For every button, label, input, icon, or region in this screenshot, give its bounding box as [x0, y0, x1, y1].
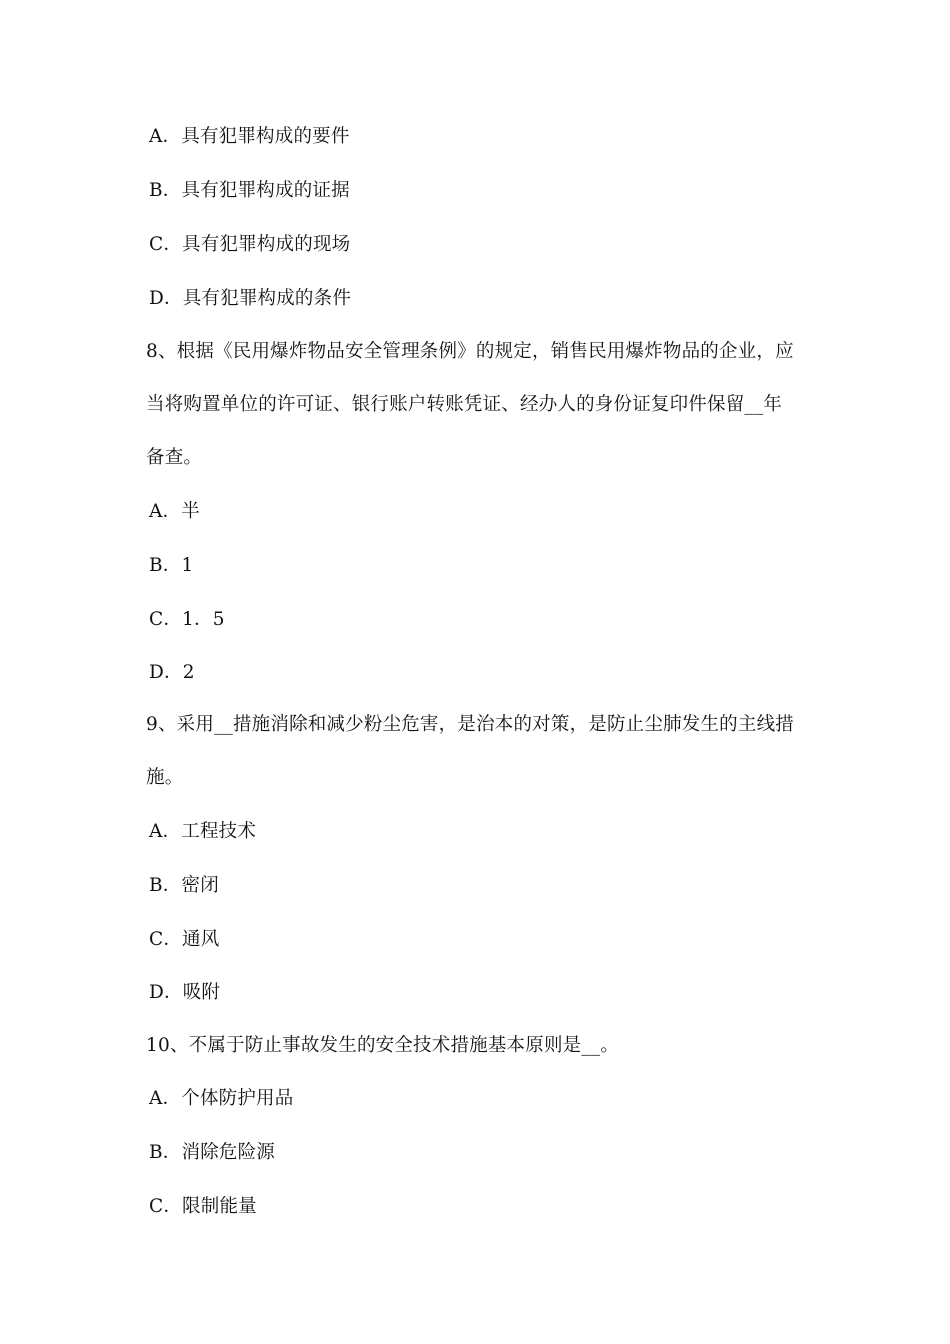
q9-stem-line-2: 施。 — [146, 767, 184, 788]
q8-stem-line-2: 当将购置单位的许可证、银行账户转账凭证、经办人的身份证复印件保留__年 — [146, 394, 783, 415]
q10-option-b: B．消除危险源 — [149, 1142, 275, 1163]
q8-stem-line-1: 8、根据《民用爆炸物品安全管理条例》的规定，销售民用爆炸物品的企业，应 — [146, 341, 794, 362]
q9-stem-line-1: 9、采用__措施消除和减少粉尘危害，是治本的对策，是防止尘肺发生的主线措 — [146, 714, 794, 735]
q8-option-c: C．1．5 — [149, 609, 225, 630]
q7-option-b: B．具有犯罪构成的证据 — [149, 180, 350, 201]
q7-option-c: C．具有犯罪构成的现场 — [149, 234, 351, 255]
q7-option-d: D．具有犯罪构成的条件 — [149, 288, 352, 309]
q10-option-c: C．限制能量 — [149, 1196, 257, 1217]
q10-stem-line-1: 10、不属于防止事故发生的安全技术措施基本原则是__。 — [146, 1035, 619, 1056]
q9-option-c: C．通风 — [149, 929, 220, 950]
q8-option-a: A．半 — [149, 501, 200, 522]
q8-stem-line-3: 备查。 — [146, 447, 203, 468]
q7-option-a: A．具有犯罪构成的要件 — [149, 126, 350, 147]
q8-option-d: D．2 — [149, 662, 195, 683]
q8-option-b: B．1 — [149, 555, 194, 576]
q9-option-b: B．密闭 — [149, 875, 219, 896]
q9-option-d: D．吸附 — [149, 982, 221, 1003]
q10-option-a: A．个体防护用品 — [149, 1088, 294, 1109]
q9-option-a: A．工程技术 — [149, 821, 257, 842]
